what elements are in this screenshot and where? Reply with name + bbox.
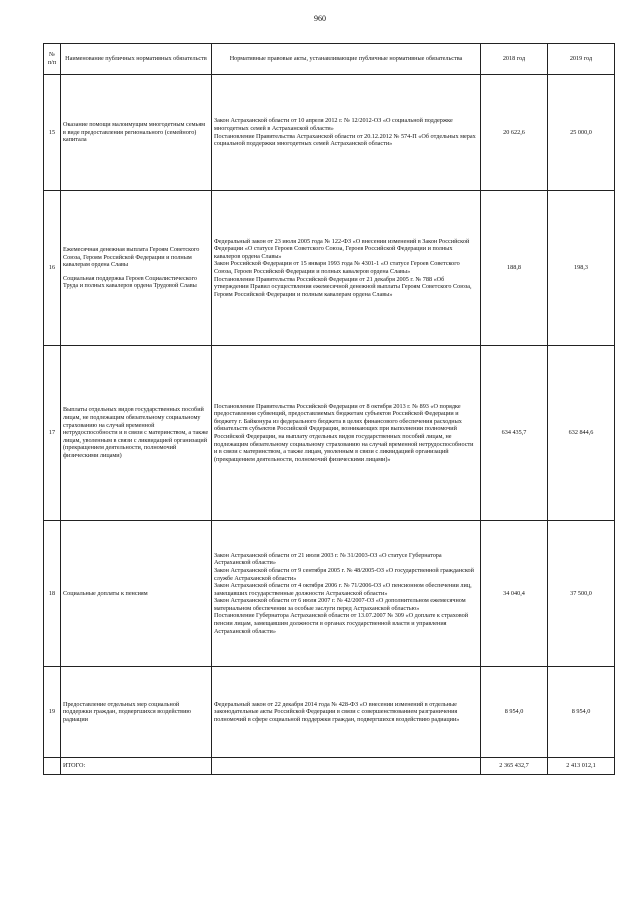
row-name [61,667,212,758]
act-item: Постановление Правительства Российской Федерации от 21 декабря 2005 г. № 788 «Об утверждении Правил осуществления ежемесячной денежной выплаты Героям Советского Союза, Героям Российской Федерации и полным кавалерам ордена Славы» [214,275,472,298]
table-row [44,191,615,346]
total-row [44,758,615,775]
row-acts [212,521,481,667]
table-row [44,521,615,667]
value-2019: 198,3 [548,191,615,346]
value-2018: 34 040,4 [481,521,548,667]
total-num-cell [44,758,61,775]
page-number: 960 [314,14,326,23]
total-2018: 2 365 432,7 [481,758,548,775]
total-2019: 2 413 012,1 [548,758,615,775]
row-num: 16 [44,191,61,346]
row-num: 15 [44,75,61,191]
value-2019: 632 844,6 [548,346,615,521]
act-item: Закон Астраханской области от 4 октября 2006 г. № 71/2006-ОЗ «О пенсионном обеспечении лиц, замещавших государственные должности Астраханской области» [214,582,472,597]
row-name [61,75,212,191]
row-name-subtext: Социальная поддержка Героев Социалистического Труда и полных кавалеров ордена Трудовой Славы [63,274,198,290]
row-acts [212,346,481,521]
act-item: Закон Астраханской области от 6 июля 2007 г. № 42/2007-ОЗ «О дополнительном ежемесячном материальном обеспечении за особые заслуги перед Астраханской областью» [214,597,466,612]
row-name [61,346,212,521]
table-header-row [44,44,615,75]
act-item: Закон Астраханской области от 9 сентября 2005 г. № 48/2005-ОЗ «О государственной гражданской службе Астраханской области» [214,566,474,582]
header-num: № п/п [44,44,61,75]
act-item: Федеральный закон от 23 июля 2005 года № 122-ФЗ «О внесении изменений в Закон Российской Федерации «О статусе Героев Советского Союза, Героев Российской Федерации и полных кавалеров ордена Славы» [214,237,470,260]
row-num: 18 [44,521,61,667]
obligations-table [43,43,615,775]
act-item: Закон Российской Федерации от 15 января 1993 года № 4301-1 «О статусе Героев Советского Союза, Героев Российской Федерации и полных кавалеров ордена Славы» [214,260,460,275]
act-item: Постановление Правительства Российской Федерации от 8 октября 2013 г. № 893 «О порядке предоставления субвенций, предоставляемых бюджетам субъектов Российской Федерации и бюджету г. Байконура из федерального бюджета в целях финансового обеспечения расходных обязательств субъектов Российской Федерации, возникающих при выполнении полномочий Российской Федерации, на выплату отдельных видов государственных пособий лицам, не подлежащим обязательному социальному страхованию на случай временной нетрудоспособности и в связи с материнством, а также лицам, уволенным в связи с ликвидацией организаций (прекращением деятельности, полномочий физическими лицами)» [214,402,474,463]
table-row [44,75,615,191]
row-name-text: Выплаты отдельных видов государственных пособий лицам, не подлежащим обязательному социальному страхованию на случай временной нетрудоспособности и в связи с материнством, а также лицам, уволенным в связи с ликвидацией организаций (прекращением деятельности, полномочий физическими лицами) [63,406,209,459]
row-acts [212,667,481,758]
row-name-text: Оказание помощи малоимущим многодетным семьям в виде предоставления регионального (семейного) капитала [63,121,206,144]
header-name: Наименование публичных нормативных обязательств [61,44,212,75]
act-item: Постановление Правительства Астраханской области от 20.12.2012 № 574-П «Об отдельных мерах социальной поддержки многодетных семей Астраханской области» [214,132,476,148]
act-item: Закон Астраханской области от 10 апреля 2012 г. № 12/2012-ОЗ «О социальной поддержке многодетных семей в Астраханской области» [214,117,453,132]
header-2018: 2018 год [481,44,548,75]
row-num: 17 [44,346,61,521]
header-2019: 2019 год [548,44,615,75]
total-label: ИТОГО: [61,758,212,775]
value-2018: 188,8 [481,191,548,346]
value-2019: 8 954,0 [548,667,615,758]
value-2018: 634 435,7 [481,346,548,521]
row-acts [212,191,481,346]
act-item: Постановление Губернатора Астраханской области от 13.07.2007 № 309 «О доплате к страховой пенсии лицам, замещавшим должности в органах государственной власти и управления Астраханской области» [214,612,469,635]
value-2019: 25 000,0 [548,75,615,191]
value-2018: 20 622,6 [481,75,548,191]
table-row [44,667,615,758]
value-2019: 37 500,0 [548,521,615,667]
row-name-text: Ежемесячная денежная выплата Героям Советского Союза, Героям Российской Федерации и полным кавалерам ордена Славы [63,246,200,269]
total-acts-cell [212,758,481,775]
value-2018: 8 954,0 [481,667,548,758]
table-row [44,346,615,521]
row-name [61,521,212,667]
row-name-text: Социальные доплаты к пенсиям [63,589,148,597]
row-acts [212,75,481,191]
row-name-text: Предоставление отдельных мер социальной поддержки граждан, подвергшихся воздействию радиации [63,700,192,723]
header-acts: Нормативные правовые акты, устанавливающие публичные нормативные обязательства [212,44,481,75]
act-item: Закон Астраханской области от 21 июля 2003 г. № 31/2003-ОЗ «О статусе Губернатора Астраханской области» [214,551,442,567]
act-item: Федеральный закон от 22 декабря 2014 года № 428-ФЗ «О внесении изменений в отдельные законодательные акты Российской Федерации в связи с совершенствованием разграничения полномочий в сфере социальной поддержки граждан, подвергшихся воздействию радиации» [214,700,460,723]
row-name [61,191,212,346]
row-num: 19 [44,667,61,758]
